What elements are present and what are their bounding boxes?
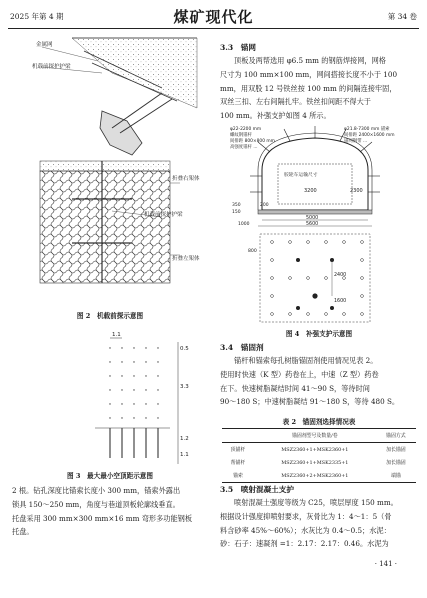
left-line-3: 托盘采用 300 mm×300 mm×16 mm 弯形多功能钢板 [12, 513, 193, 523]
w5600: 5600 [306, 222, 319, 227]
machine-arm [100, 111, 142, 155]
w1000: 1000 [238, 222, 250, 227]
w2400: 2400 [334, 273, 347, 278]
table-cell: 顶锚杆 [230, 447, 246, 453]
table-header: 锚固剂型号及数量/卷 [254, 429, 376, 443]
s35-line-1: 喷射混凝土强度等级为 C25，喷层厚度 150 mm。 [234, 498, 398, 507]
section-3-5-title: 3.5 喷射混凝土支护 [220, 485, 294, 494]
lane-label: 胶轮车运输尺寸 [284, 173, 318, 178]
figure-3-caption: 图 3 最大最小空顶距示意图 [66, 472, 153, 480]
s34-line-1: 锚杆和锚索每孔树脂锚固剂使用情况见表 2。 [234, 356, 378, 365]
label-shed-right: 折叠右架体 [172, 176, 200, 182]
table-cell: 锚索 [222, 469, 254, 483]
table-header [222, 429, 254, 443]
h3200: 3200 [304, 188, 317, 194]
plan-view [260, 234, 370, 322]
table-2-caption: 表 2 锚固剂选择情况表 [282, 418, 356, 426]
s33-line-1: 顶板及两帮选用 φ6.5 mm 的钢筋焊接网，网格 [234, 56, 386, 65]
s34-line-2: 使用时快速（K 型）药卷在上，中速（Z 型）药卷 [220, 369, 379, 379]
section-3-3-title: 3.3 锚网 [220, 43, 256, 52]
label-metal-net: 金属网 [36, 42, 53, 48]
table-cell: 加长锚固 [386, 447, 406, 453]
label-shed-left: 折叠左架体 [172, 256, 200, 262]
label-machine-guard: 机载前探护护梁 [32, 64, 71, 70]
figure-2 [12, 33, 208, 305]
left-line-2: 锁具 150～250 mm，角度与巷道顶板轮廓线垂直。 [12, 499, 180, 509]
table-header-row [222, 429, 416, 443]
dim-d: 1.1 [180, 452, 189, 458]
table-cell: MSZ2360+1+MSK2360+1 [281, 446, 349, 453]
plan-cables [296, 258, 334, 310]
dim-a: 0.5 [180, 346, 189, 352]
dim-top: 1.1 [112, 332, 121, 338]
table-row [222, 469, 416, 483]
header-rule [8, 28, 419, 29]
w5000: 5000 [306, 216, 319, 221]
s33-line-2: 尺寸为 100 mm×100 mm，网间搭接长度不小于 100 [220, 69, 398, 79]
left-paragraph [12, 484, 208, 539]
s34-line-4: 90～180 S；中速树脂凝结 91～180 S，等待 480 S。 [220, 397, 400, 407]
cable-label-1: φ21.8-7300 mm 锚索 [344, 127, 390, 132]
section-3-4-title: 3.4 锚固剂 [220, 343, 264, 352]
s33-line-3: mm，用双股 12 号铁丝按 100 mm 的间隔连接牢固， [220, 83, 397, 93]
left-line-4: 托盘。 [12, 527, 34, 537]
s33-line-4: 双丝三扣、左右间隔扎牢。铁丝扣间距不得大于 [220, 97, 371, 107]
plan-bolts [271, 241, 364, 316]
vehicle-envelope [278, 164, 352, 204]
page-number: · 141 · [374, 560, 397, 568]
table-cell: MSZ2360+2+MSK2360+1 [254, 469, 376, 483]
section-3-4-body [220, 354, 418, 409]
mesh-plan [40, 171, 170, 283]
bolt-label-3: 间排距 800×800 mm [230, 139, 275, 144]
s34-line-3: 在下。快速树脂凝结时间 41～90 S，等待时间 [220, 383, 370, 393]
issue-label: 2025 年第 4 期 [10, 12, 64, 21]
left-line-1: 2 根。钻孔深度比锚索长度小 300 mm，锚索外露出 [12, 486, 181, 495]
v1600: 1600 [334, 299, 347, 304]
w200-top: 200 [260, 203, 269, 208]
table-cell: 帮锚杆 [230, 460, 246, 466]
table-cell: MSZ2360+1+MSK2335+1 [281, 459, 349, 466]
roof-mesh-perspective [72, 38, 197, 108]
dim-b: 3.3 [180, 384, 189, 390]
bolt-grid [109, 347, 158, 418]
bolt-label-4: 高强度锚杆 ... [230, 145, 258, 150]
figure-2-caption: 图 2 机载前探示意图 [76, 312, 144, 320]
table-cell: 端锚 [376, 469, 416, 483]
s35-line-3: 料含砂率 45%～60%）；水灰比为 0.4～0.5；水泥： [220, 525, 391, 535]
table-header: 锚固方式 [376, 429, 416, 443]
label-guard-beam: 机载前探护护梁 [144, 212, 183, 218]
cable-label-2: 间排距 2400×1600 mm [344, 133, 395, 138]
s35-line-2: 根据设计强度抑喷射要求，灰骨比为 1：4～1：5（骨 [220, 511, 392, 521]
s33-line-5: 100 mm。补强支护如图 4 所示。 [220, 111, 331, 121]
bolt-label-2: 螺纹钢锚杆 [230, 133, 252, 138]
section-3-3-body [220, 54, 418, 123]
figure-3 [60, 328, 200, 468]
volume-label: 第 34 卷 [387, 12, 417, 21]
dim-c: 1.2 [180, 436, 189, 442]
v800: 800 [248, 249, 257, 254]
h2300: 2300 [350, 188, 363, 194]
h150: 150 [232, 210, 241, 215]
table-row [222, 443, 416, 457]
table-2 [222, 428, 416, 483]
table-row [222, 456, 416, 469]
figure-4-caption: 图 4 补强支护示意图 [285, 330, 353, 338]
journal-title: 煤矿现代化 [173, 8, 254, 26]
h350: 350 [232, 203, 241, 208]
table-cell: 加长锚固 [386, 460, 406, 466]
bolt-label-1: φ22-2200 mm [230, 127, 262, 132]
s35-line-4: 砂：石子：速凝剂 =1：2.17：2.17：0.46。水泥为 [220, 539, 389, 549]
section-3-5-body [220, 496, 418, 551]
figure-4 [220, 126, 420, 326]
cable-label-3: 锚网钢带 ... [344, 139, 368, 144]
